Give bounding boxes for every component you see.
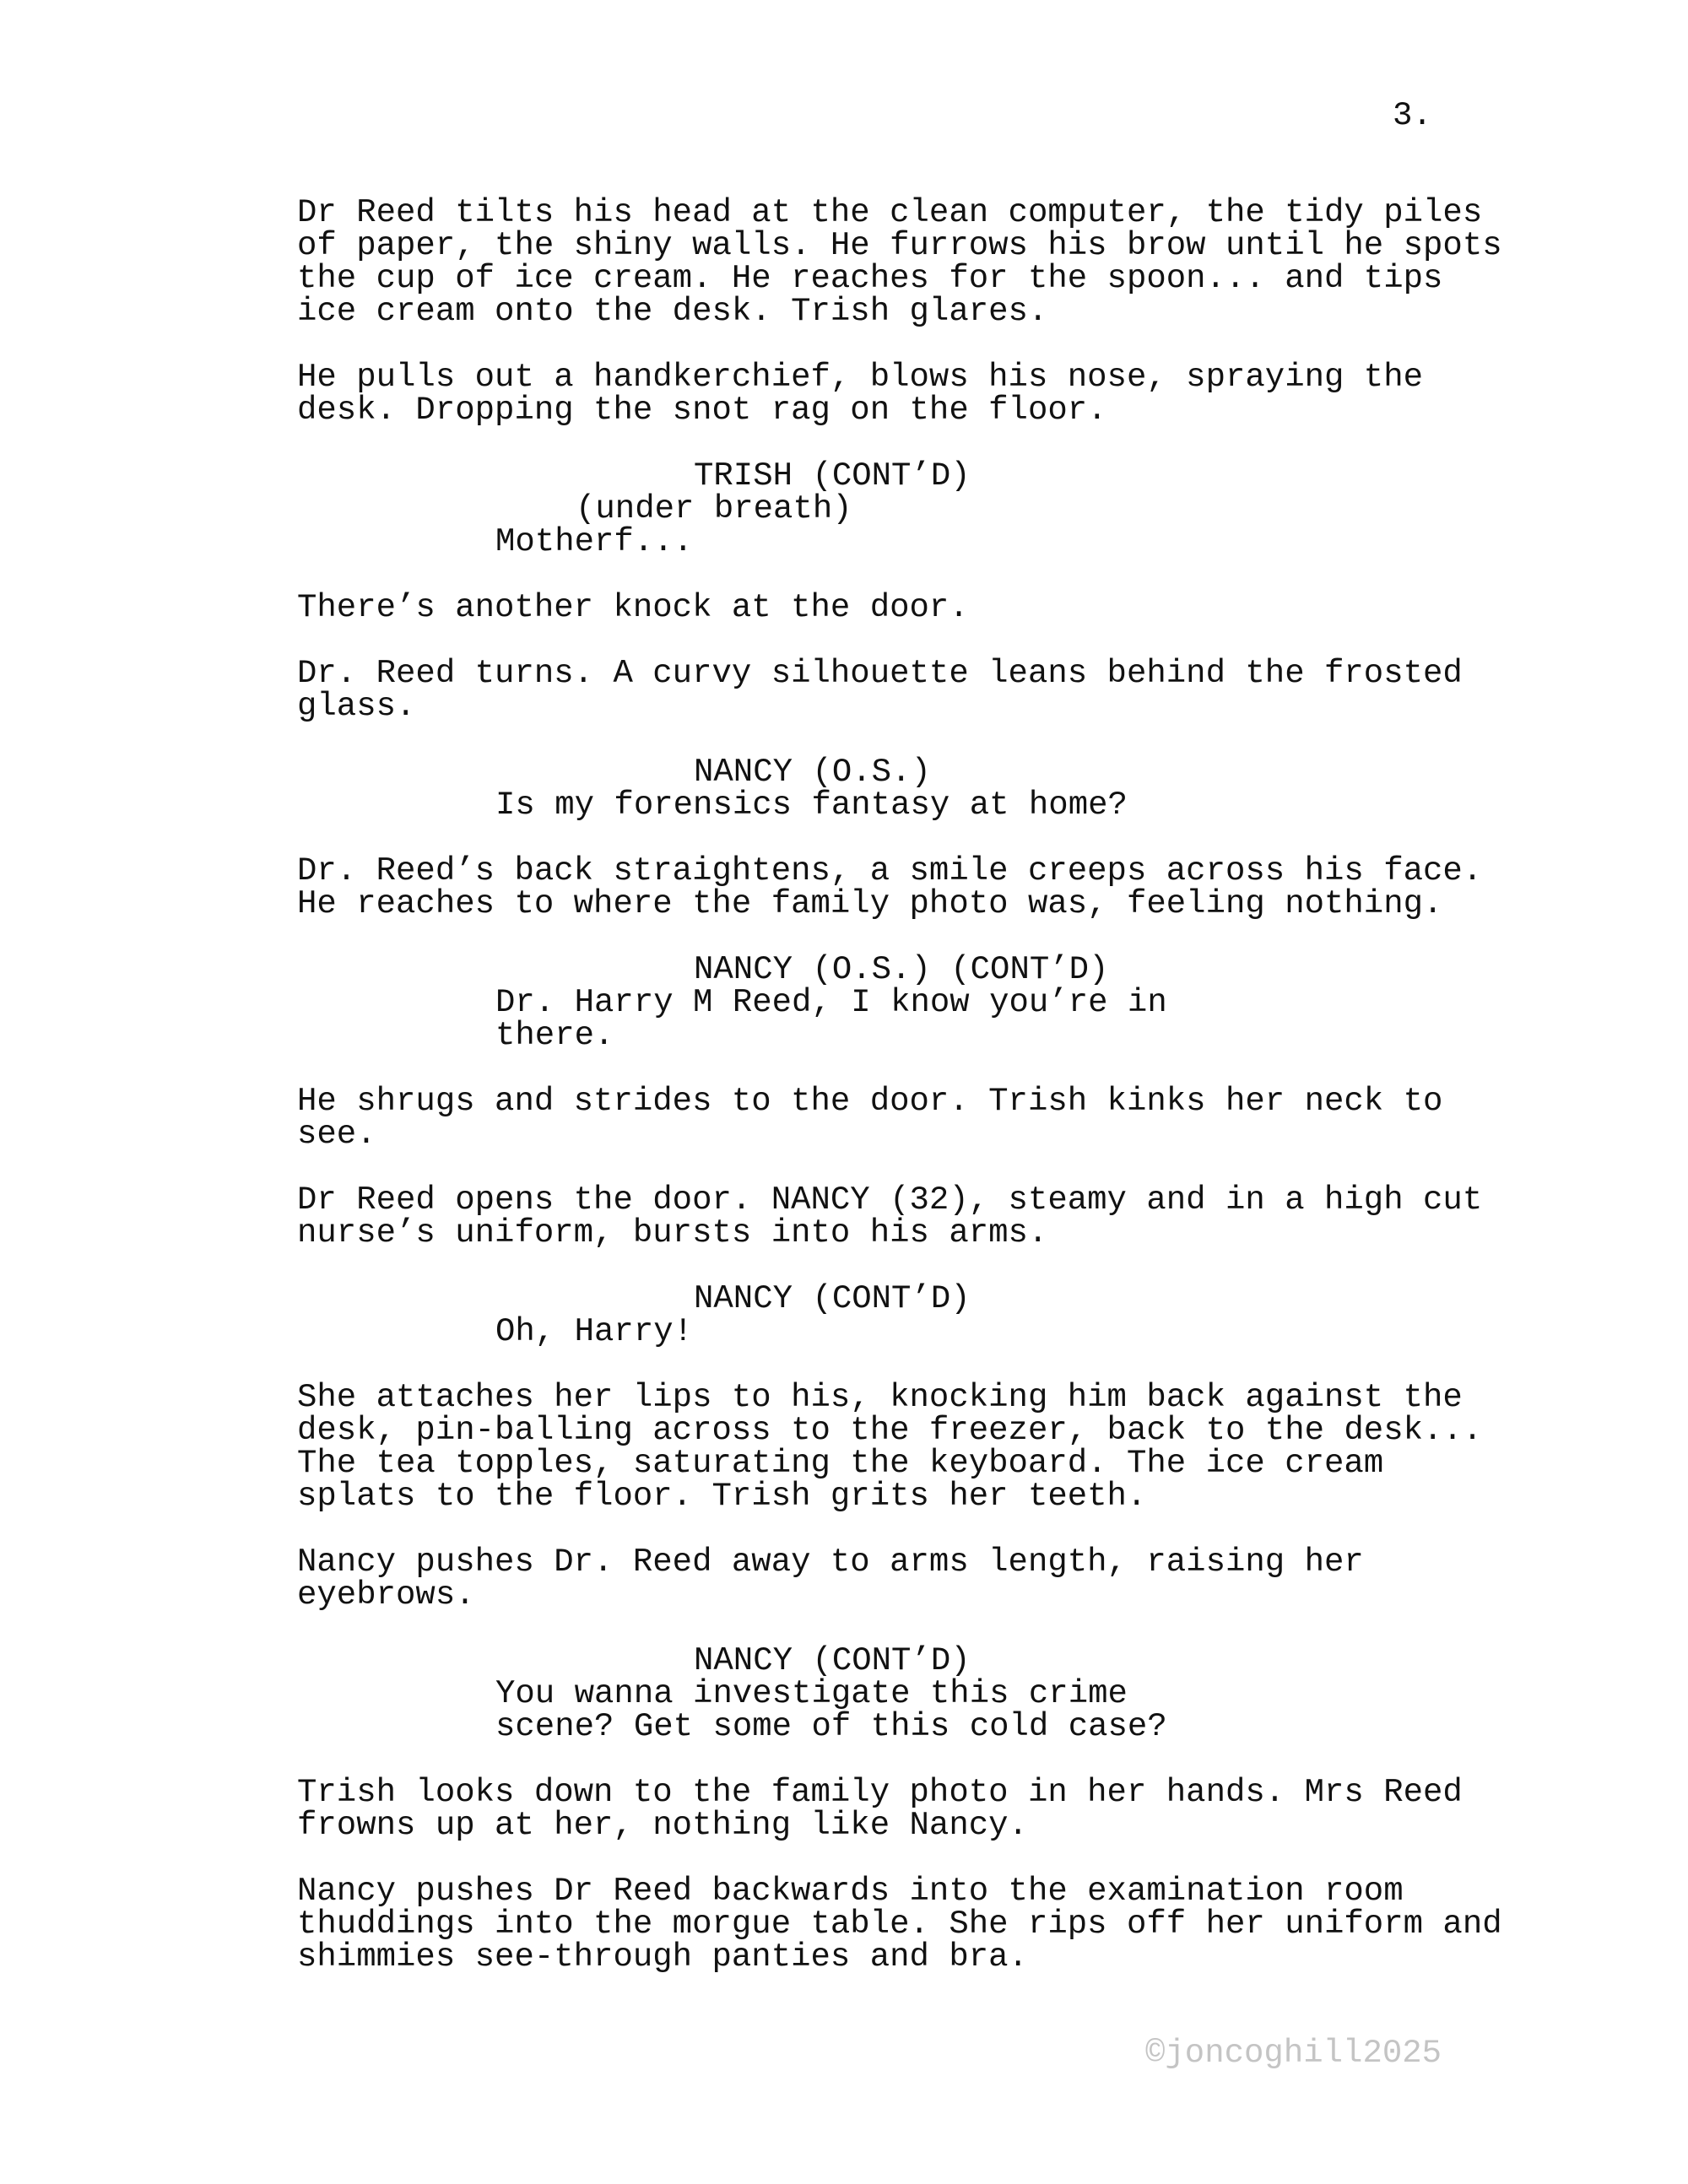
dialogue-block (297, 1280, 1496, 1350)
screenplay-body (297, 194, 1502, 2007)
character-cue: NANCY (O.S.) (CONT’D) (694, 951, 1109, 988)
action-block: He pulls out a handkerchief, blows his nose, spraying the desk. Dropping the snot rag on the floor. (297, 359, 1424, 429)
dialogue-line: Motherf... (495, 523, 694, 560)
dialogue-line: Dr. Harry M Reed, I know you’re in there. (495, 984, 1167, 1054)
action-block: Nancy pushes Dr Reed backwards into the examination room thuddings into the morgue table. She rips off her uniform and shimmies see-through panties and bra. (297, 1873, 1502, 1976)
action-block: Dr Reed tilts his head at the clean computer, the tidy piles of paper, the shiny walls. He furrows his brow until he spots the cup of ice cream. He reaches for the spoon... and tips ice cream onto the desk. Trish glares. (297, 194, 1502, 330)
copyright-watermark: ©joncoghill2025 (1145, 2035, 1442, 2072)
dialogue-block (297, 1642, 1496, 1745)
dialogue-line: You wanna investigate this crime scene? Get some of this cold case? (495, 1675, 1167, 1745)
action-block: He shrugs and strides to the door. Trish kinks her neck to see. (297, 1083, 1443, 1153)
dialogue-block (297, 951, 1496, 1054)
dialogue-line: Is my forensics fantasy at home? (495, 787, 1128, 824)
dialogue-line: Oh, Harry! (495, 1313, 694, 1350)
character-cue: TRISH (CONT’D) (694, 457, 971, 495)
dialogue-block (297, 756, 1496, 822)
action-block: Dr Reed opens the door. NANCY (32), steamy and in a high cut nurse’s uniform, bursts into his arms. (297, 1181, 1483, 1251)
action-block: There’s another knock at the door. (297, 589, 969, 626)
parenthetical: (under breath) (576, 490, 852, 527)
action-block: Nancy pushes Dr. Reed away to arms length, raising her eyebrows. (297, 1543, 1364, 1614)
character-cue: NANCY (CONT’D) (694, 1642, 971, 1679)
action-block: She attaches her lips to his, knocking him back against the desk, pin-balling across to the freezer, back to the desk... The tea topples, saturating the keyboard. The ice cream splats to the floor. Trish grits her teeth. (297, 1379, 1483, 1515)
action-block: Dr. Reed turns. A curvy silhouette leans behind the frosted glass. (297, 655, 1463, 725)
action-block: Dr. Reed’s back straightens, a smile creeps across his face. He reaches to where the family photo was, feeling nothing. (297, 852, 1483, 922)
character-cue: NANCY (CONT’D) (694, 1280, 971, 1317)
page-number: 3. (1393, 97, 1432, 134)
dialogue-block (297, 457, 1496, 560)
action-block: Trish looks down to the family photo in her hands. Mrs Reed frowns up at her, nothing like Nancy. (297, 1774, 1463, 1844)
character-cue: NANCY (O.S.) (694, 754, 931, 791)
